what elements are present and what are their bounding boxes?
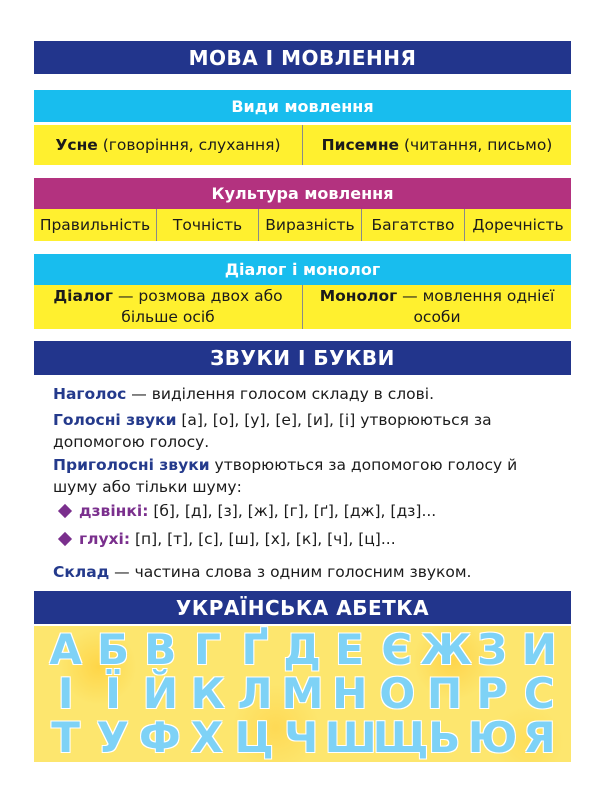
speech-culture-row (34, 209, 571, 241)
monolog-cell (302, 285, 571, 329)
alphabet-letter: Я (523, 713, 556, 762)
voiced-consonants-item (60, 500, 436, 522)
dialog-term: Діалог (53, 287, 114, 305)
alphabet-letter: У (96, 713, 129, 762)
alphabet-letter: Х (190, 713, 224, 762)
stress-desc: — виділення голосом складу в слові. (126, 385, 435, 403)
written-speech-term: Писемне (321, 135, 400, 154)
culture-item: Доречність (464, 209, 571, 241)
speech-culture-header (34, 178, 571, 209)
alphabet-letter: Ш (324, 713, 377, 762)
section-title-alphabet (34, 591, 571, 624)
alphabet-letter: З (477, 625, 507, 674)
dialog-desc: — розмова двох або більше осіб (113, 287, 283, 326)
voiceless-consonants-item (60, 528, 396, 550)
alphabet-letter: Р (476, 669, 508, 718)
vowels-desc: [а], [о], [у], [е], [и], [і] утворюються за допомогою голосу. (53, 411, 492, 451)
alphabet-letter: Т (51, 713, 80, 762)
alphabet-letter: Ф (138, 713, 181, 762)
diamond-bullet-icon (58, 504, 72, 518)
alphabet-letter: И (521, 625, 557, 674)
alphabet-row (42, 669, 563, 718)
dialog-monolog-header-text: Діалог і монолог (224, 260, 381, 279)
section-title-alphabet-text: УКРАЇНСЬКА АБЕТКА (175, 595, 430, 620)
alphabet-panel (34, 626, 571, 762)
culture-item: Точність (156, 209, 258, 241)
alphabet-row (42, 713, 563, 762)
syllable-term: Склад (53, 563, 110, 581)
diamond-bullet-icon (58, 532, 72, 546)
monolog-term: Монолог (319, 287, 398, 305)
voiceless-desc: [п], [т], [с], [ш], [х], [к], [ч], [ц]... (130, 530, 396, 548)
stress-definition (53, 383, 563, 405)
alphabet-letter: Ж (420, 625, 472, 674)
alphabet-letter: Б (96, 625, 129, 674)
section-title-language-text: МОВА І МОВЛЕННЯ (188, 45, 417, 70)
voiceless-term: глухі: (79, 530, 131, 548)
alphabet-letter: Ь (428, 713, 461, 762)
dialog-monolog-row (34, 285, 571, 329)
written-speech-desc: (читання, письмо) (399, 135, 553, 154)
alphabet-letter: Е (335, 625, 364, 674)
written-speech-cell (302, 125, 571, 165)
oral-speech-term: Усне (55, 135, 98, 154)
speech-culture-header-text: Культура мовлення (211, 184, 394, 203)
alphabet-letter: Й (142, 669, 178, 718)
section-title-language (34, 41, 571, 74)
section-title-sounds (34, 341, 571, 375)
alphabet-letter: Д (283, 625, 321, 674)
dialog-cell (34, 285, 302, 329)
alphabet-row (42, 625, 563, 674)
alphabet-letter: І (57, 669, 74, 718)
types-of-speech-row (34, 125, 571, 165)
alphabet-letter: Щ (372, 713, 429, 762)
alphabet-letter: С (523, 669, 555, 718)
oral-speech-cell (34, 125, 302, 165)
alphabet-letter: Н (332, 669, 368, 718)
alphabet-letter: О (379, 669, 416, 718)
syllable-desc: — частина слова з одним голосним звуком. (109, 563, 472, 581)
alphabet-letter: П (426, 669, 463, 718)
alphabet-letter: В (144, 625, 177, 674)
stress-term: Наголос (53, 385, 127, 403)
alphabet-letter: Є (381, 625, 413, 674)
voiced-term: дзвінкі: (79, 502, 149, 520)
voiced-desc: [б], [д], [з], [ж], [г], [ґ], [дж], [дз]... (148, 502, 437, 520)
consonants-desc: утворюються за допомогою голосу й шуму або тільки шуму: (53, 456, 518, 496)
alphabet-letter: Ґ (241, 625, 269, 674)
alphabet-letter: Ц (234, 713, 274, 762)
culture-item: Багатство (361, 209, 464, 241)
alphabet-letter: Г (194, 625, 221, 674)
alphabet-letter: Ч (284, 713, 319, 762)
alphabet-letter: А (49, 625, 82, 674)
culture-item: Правильність (39, 215, 151, 234)
alphabet-letter: М (281, 669, 324, 718)
culture-item: Виразність (258, 209, 361, 241)
consonants-definition (53, 454, 563, 498)
alphabet-letter: Л (237, 669, 273, 718)
monolog-desc: — мовлення однієї особи (397, 287, 555, 326)
alphabet-letter: Ю (467, 713, 518, 762)
consonants-term: Приголосні звуки (53, 456, 210, 474)
section-title-sounds-text: ЗВУКИ І БУКВИ (210, 346, 395, 370)
vowels-definition (53, 409, 563, 453)
alphabet-letter: Ї (105, 669, 121, 718)
types-of-speech-header-text: Види мовлення (231, 96, 374, 116)
oral-speech-desc: (говоріння, слухання) (97, 135, 281, 154)
dialog-monolog-header (34, 254, 571, 285)
types-of-speech-header (34, 90, 571, 122)
vowels-term: Голосні звуки (53, 411, 177, 429)
syllable-definition (53, 561, 563, 583)
alphabet-letter: К (190, 669, 225, 718)
